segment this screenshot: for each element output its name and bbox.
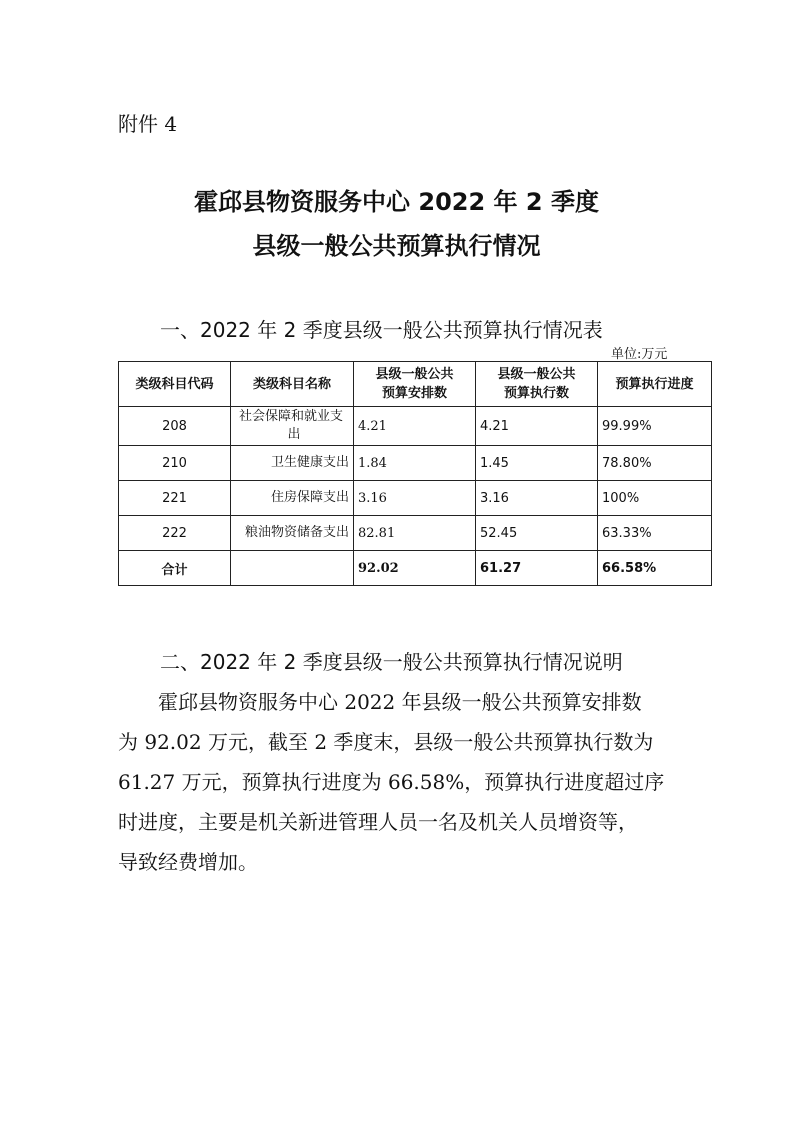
- total-exec: 61.27: [476, 551, 598, 586]
- header-plan-line1: 县级一般公共: [375, 367, 454, 382]
- cell-exec: 3.16: [476, 481, 598, 516]
- cell-rate: 78.80%: [598, 446, 712, 481]
- cell-plan: 82.81: [354, 516, 476, 551]
- header-exec: [476, 362, 598, 407]
- cell-name: [231, 407, 354, 446]
- table-row: [119, 407, 712, 446]
- total-label: 合计: [119, 551, 231, 586]
- unit-label: 单位:万元: [611, 347, 668, 362]
- budget-table: [118, 361, 712, 586]
- header-name: 类级科目名称: [231, 362, 354, 407]
- cell-exec: 52.45: [476, 516, 598, 551]
- cell-name-line2: 出: [287, 427, 301, 442]
- cell-rate: 100%: [598, 481, 712, 516]
- section2-heading: 二、2022 年 2 季度县级一般公共预算执行情况说明: [160, 650, 623, 674]
- cell-code: 208: [119, 407, 231, 446]
- header-rate: 预算执行进度: [598, 362, 712, 407]
- explanation-paragraph: [118, 682, 688, 882]
- paragraph-line: 61.27 万元，预算执行进度为 66.58%，预算执行进度超过序: [118, 770, 665, 794]
- paragraph-line: 导致经费增加。: [118, 850, 258, 874]
- cell-code: 221: [119, 481, 231, 516]
- document-title-line2: 县级一般公共预算执行情况: [252, 232, 541, 260]
- table-row: [119, 446, 712, 481]
- cell-plan: 4.21: [354, 407, 476, 446]
- cell-name-line1: 社会保障和就业支: [239, 409, 344, 424]
- cell-exec: 1.45: [476, 446, 598, 481]
- document-title-line1: 霍邱县物资服务中心 2022 年 2 季度: [194, 188, 599, 216]
- table-row: [119, 481, 712, 516]
- total-rate: 66.58%: [598, 551, 712, 586]
- cell-code: 222: [119, 516, 231, 551]
- cell-code: 210: [119, 446, 231, 481]
- header-exec-line2: 预算执行数: [503, 386, 569, 401]
- cell-plan: 3.16: [354, 481, 476, 516]
- paragraph-line: 霍邱县物资服务中心 2022 年县级一般公共预算安排数: [118, 690, 642, 714]
- total-name: [231, 551, 354, 586]
- attachment-label: 附件 4: [118, 112, 178, 136]
- cell-name: 粮油物资储备支出: [231, 516, 354, 551]
- cell-plan: 1.84: [354, 446, 476, 481]
- table-row: [119, 516, 712, 551]
- section1-heading: 一、2022 年 2 季度县级一般公共预算执行情况表: [160, 318, 603, 342]
- paragraph-line: 时进度，主要是机关新进管理人员一名及机关人员增资等，: [118, 810, 638, 834]
- table-total-row: [119, 551, 712, 586]
- cell-name: 卫生健康支出: [231, 446, 354, 481]
- cell-rate: 63.33%: [598, 516, 712, 551]
- header-plan: [354, 362, 476, 407]
- header-exec-line1: 县级一般公共: [497, 367, 576, 382]
- cell-exec: 4.21: [476, 407, 598, 446]
- cell-name: 住房保障支出: [231, 481, 354, 516]
- total-plan: 92.02: [354, 551, 476, 586]
- cell-rate: 99.99%: [598, 407, 712, 446]
- table-header-row: [119, 362, 712, 407]
- paragraph-line: 为 92.02 万元，截至 2 季度末，县级一般公共预算执行数为: [118, 730, 654, 754]
- header-plan-line2: 预算安排数: [381, 386, 447, 401]
- header-code: 类级科目代码: [119, 362, 231, 407]
